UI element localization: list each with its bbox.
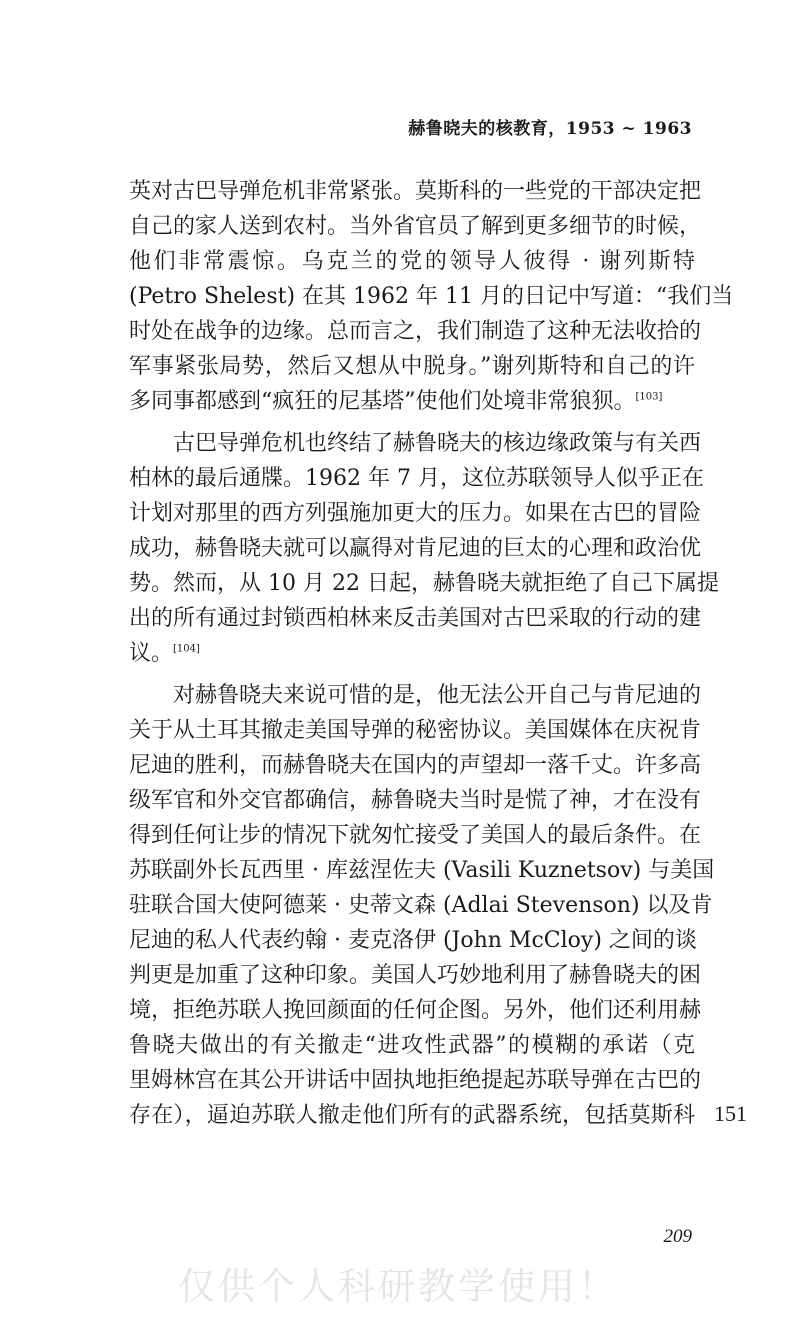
text-line: 势。然而，从 10 月 22 日起，赫鲁晓夫就拒绝了自己下属提 (129, 571, 719, 596)
paragraph-gap (129, 671, 695, 678)
text-line: 存在），逼迫苏联人撤走他们所有的武器系统，包括莫斯科 (129, 1103, 695, 1128)
footnote-ref: [103] (635, 391, 663, 403)
text-line: 出的所有通过封锁西柏林来反击美国对古巴采取的行动的建 (129, 606, 702, 631)
text-line: 级军官和外交官都确信，赫鲁晓夫当时是慌了神，才在没有 (129, 788, 702, 813)
text-line: 成功，赫鲁晓夫就可以赢得对肯尼迪的巨太的心理和政治优 (129, 536, 702, 561)
text-line: 自己的家人送到农村。当外省官员了解到更多细节的时候， (129, 214, 702, 239)
text-line: 对赫鲁晓夫来说可惜的是，他无法公开自己与肯尼迪的 (173, 683, 702, 708)
text-line: 议。 (129, 641, 174, 666)
text-line: 尼迪的胜利，而赫鲁晓夫在国内的声望却一落千丈。许多高 (129, 753, 702, 778)
text-line: 里姆林宫在其公开讲话中固执地拒绝提起苏联导弹在古巴的 (129, 1068, 702, 1093)
text-line: 尼迪的私人代表约翰 · 麦克洛伊 (John McCloy) 之间的谈 (129, 928, 697, 953)
text-line: 他们非常震惊。乌克兰的党的领导人彼得 · 谢列斯特 (129, 249, 695, 274)
text-line: 鲁晓夫做出的有关撤走“进攻性武器”的模糊的承诺（克 (129, 1033, 695, 1058)
paragraph-1 (129, 174, 734, 419)
text-line: 驻联合国大使阿德莱 · 史蒂文森 (Adlai Stevenson) 以及肯 (129, 893, 713, 918)
original-page-number: 151 (714, 1101, 747, 1126)
text-line-last (129, 384, 695, 419)
paragraph-2 (129, 426, 719, 671)
text-line: 多同事都感到“疯狂的尼基塔”使他们处境非常狼狈。 (129, 389, 636, 414)
text-line: 英对古巴导弹危机非常紧张。莫斯科的一些党的干部决定把 (129, 179, 702, 204)
text-line: 境，拒绝苏联人挽回颜面的任何企图。另外，他们还利用赫 (129, 998, 702, 1023)
watermark: 仅供个人科研教学使用！ (178, 1265, 618, 1308)
text-line: 柏林的最后通牒。1962 年 7 月，这位苏联领导人似乎正在 (129, 466, 704, 491)
footnote-ref: [104] (173, 643, 200, 655)
running-head: 赫鲁晓夫的核教育，1953 ~ 1963 (408, 119, 692, 139)
paragraph-3 (129, 678, 715, 1133)
text-line: 得到任何让步的情况下就匆忙接受了美国人的最后条件。在 (129, 823, 702, 848)
text-line: 古巴导弹危机也终结了赫鲁晓夫的核边缘政策与有关西 (173, 431, 702, 456)
text-line: 军事紧张局势，然后又想从中脱身。”谢列斯特和自己的许 (129, 354, 695, 379)
text-line: 苏联副外长瓦西里 · 库兹涅佐夫 (Vasili Kuznetsov) 与美国 (129, 858, 715, 883)
text-line: 关于从土耳其撤走美国导弹的秘密协议。美国媒体在庆祝肯 (129, 718, 702, 743)
text-line: 判更是加重了这种印象。美国人巧妙地利用了赫鲁晓夫的困 (129, 963, 702, 988)
text-line-last (129, 636, 695, 671)
page-number: 209 (663, 1226, 692, 1247)
text-line: 计划对那里的西方列强施加更大的压力。如果在古巴的冒险 (129, 501, 702, 526)
text-line: 时处在战争的边缘。总而言之，我们制造了这种无法收拾的 (129, 319, 702, 344)
text-line: (Petro Shelest) 在其 1962 年 11 月的日记中写道：“我们当 (129, 284, 734, 309)
paragraph-gap (129, 419, 695, 426)
